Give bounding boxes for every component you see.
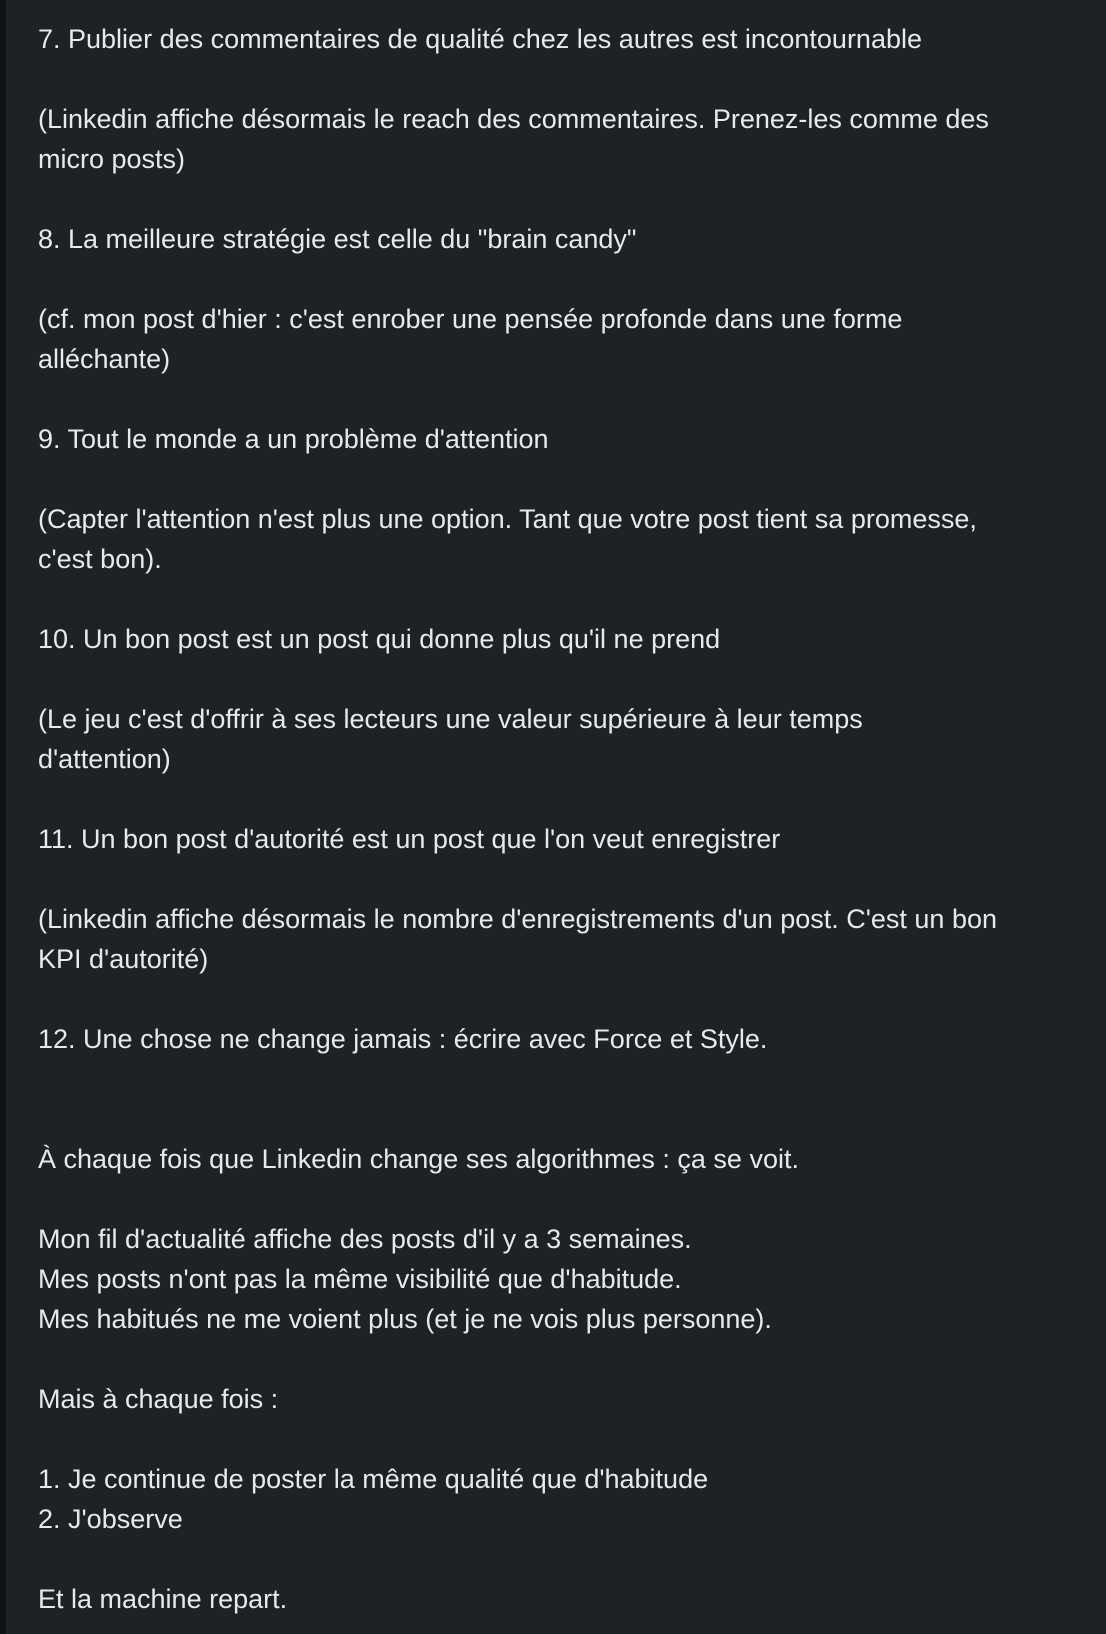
text-line: Et la machine repart. (38, 1584, 288, 1614)
text-line: micro posts) (38, 144, 186, 174)
text-line: KPI d'autorité) (38, 944, 209, 974)
paragraph (38, 219, 1086, 259)
text-line: 2. J'observe (38, 1504, 183, 1534)
text-line: À chaque fois que Linkedin change ses algorithmes : ça se voit. (38, 1144, 799, 1174)
text-line: (Le jeu c'est d'offrir à ses lecteurs une valeur supérieure à leur temps (38, 704, 863, 734)
text-line: 12. Une chose ne change jamais : écrire avec Force et Style. (38, 1024, 768, 1054)
text-line: (cf. mon post d'hier : c'est enrober une pensée profonde dans une forme (38, 304, 903, 334)
paragraph (38, 1139, 1086, 1179)
paragraph (38, 1219, 1086, 1339)
paragraph (38, 1019, 1086, 1059)
text-line: c'est bon). (38, 544, 162, 574)
text-line: 8. La meilleure stratégie est celle du "brain candy" (38, 224, 637, 254)
paragraph (38, 99, 1086, 179)
text-line: (Linkedin affiche désormais le reach des commentaires. Prenez-les comme des (38, 104, 989, 134)
paragraph (38, 1379, 1086, 1419)
paragraph (38, 1459, 1086, 1539)
paragraph (38, 1579, 1086, 1619)
text-line: 11. Un bon post d'autorité est un post que l'on veut enregistrer (38, 824, 781, 854)
post-body (6, 0, 1106, 1634)
paragraph (38, 499, 1086, 579)
text-line: 9. Tout le monde a un problème d'attention (38, 424, 549, 454)
paragraph (38, 899, 1086, 979)
paragraph (38, 619, 1086, 659)
paragraph (38, 419, 1086, 459)
text-line: 1. Je continue de poster la même qualité que d'habitude (38, 1464, 709, 1494)
paragraph (38, 699, 1086, 779)
text-line: 10. Un bon post est un post qui donne plus qu'il ne prend (38, 624, 721, 654)
text-line: (Linkedin affiche désormais le nombre d'enregistrements d'un post. C'est un bon (38, 904, 998, 934)
paragraph (38, 299, 1086, 379)
text-line: (Capter l'attention n'est plus une option. Tant que votre post tient sa promesse, (38, 504, 977, 534)
paragraph (38, 819, 1086, 859)
text-line: 7. Publier des commentaires de qualité chez les autres est incontournable (38, 24, 922, 54)
text-line: Mes habitués ne me voient plus (et je ne vois plus personne). (38, 1304, 772, 1334)
paragraph (38, 19, 1086, 59)
text-line: Mais à chaque fois : (38, 1384, 279, 1414)
text-line: Mes posts n'ont pas la même visibilité que d'habitude. (38, 1264, 682, 1294)
text-line: alléchante) (38, 344, 171, 374)
text-line: Mon fil d'actualité affiche des posts d'il y a 3 semaines. (38, 1224, 692, 1254)
text-line: d'attention) (38, 744, 171, 774)
